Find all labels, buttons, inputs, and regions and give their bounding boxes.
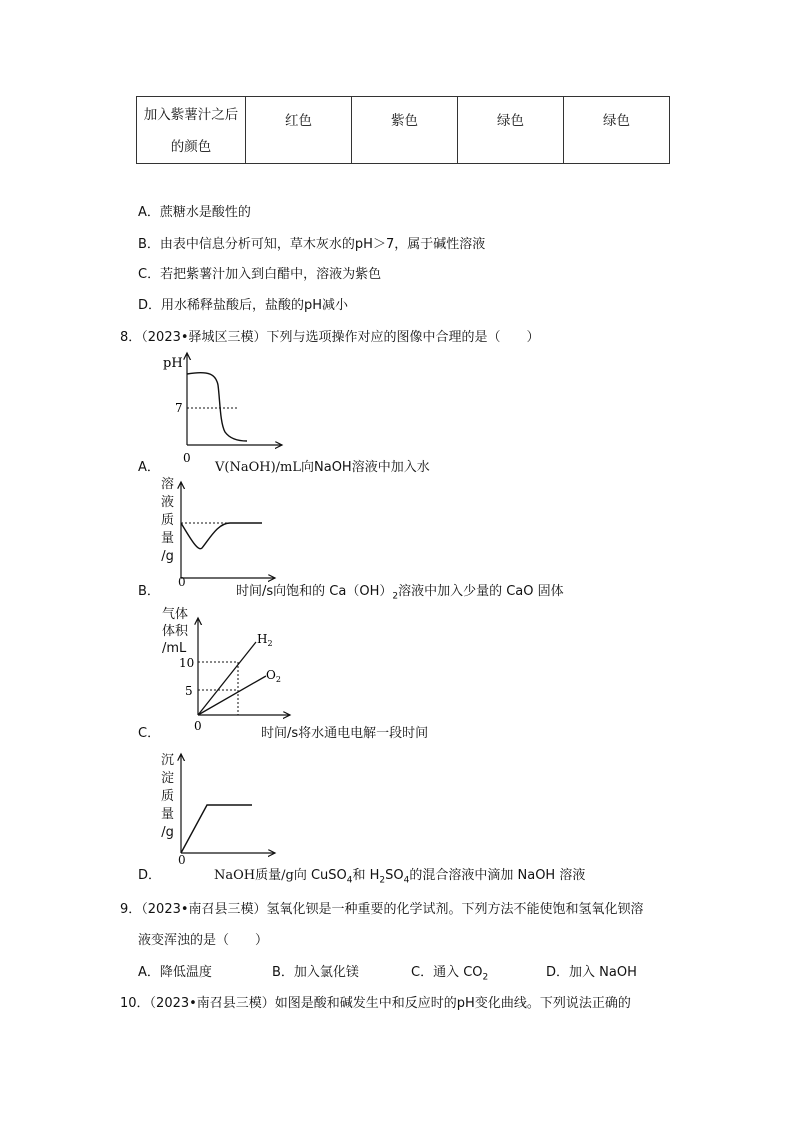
q7-option-d: D．用水稀释盐酸后，盐酸的pH减小 — [138, 298, 349, 313]
table-cell: 紫色 — [352, 97, 458, 164]
y-tick-5: 5 — [185, 684, 193, 698]
table-cell: 绿色 — [564, 97, 670, 164]
row-header-line2: 的颜色 — [170, 139, 212, 155]
option-d-letter: D． — [138, 868, 162, 883]
q9-option-d: D．加入 NaOH — [546, 965, 637, 980]
x-axis-label: 时间/s — [261, 726, 299, 741]
q9-option-b: B．加入氯化镁 — [272, 965, 359, 980]
graph-d-caption — [214, 864, 585, 886]
option-d-sub: 2 — [379, 875, 386, 886]
option-b-letter: B． — [138, 584, 160, 599]
graph-d-y-label — [161, 752, 174, 842]
y-label-line: 气体 — [162, 607, 189, 622]
y-label-char: 淀 — [161, 771, 175, 786]
table-row — [137, 97, 670, 164]
x-axis-label: 时间/s — [236, 584, 274, 599]
option-d-desc-post: 的混合溶液中滴加 NaOH 溶液 — [409, 868, 586, 883]
graph-d-origin: 0 — [178, 853, 186, 867]
h2-line — [198, 642, 256, 715]
y-axis-label: pH — [163, 356, 183, 371]
x-axis-label: NaOH质量/g — [214, 868, 294, 883]
o2-line — [198, 676, 266, 715]
y-label-line: 体积 — [162, 624, 189, 639]
q9-option-a: A．降低温度 — [138, 965, 212, 980]
graph-c-caption — [261, 722, 428, 741]
graph-b-y-label — [161, 476, 174, 566]
origin-label: 0 — [183, 451, 191, 465]
option-c-letter: C． — [138, 726, 161, 741]
graph-a-caption — [215, 456, 430, 475]
table-row-header — [137, 97, 246, 164]
q9-option-c-sub: 2 — [482, 972, 489, 983]
q7-option-b: B．由表中信息分析可知，草木灰水的pH＞7，属于碱性溶液 — [138, 237, 486, 252]
precipitate-curve — [181, 805, 252, 853]
y-tick-7: 7 — [175, 401, 183, 415]
o2-label: $O_2$ — [266, 668, 281, 684]
q10-stem-line1: 10．（2023•南召县三模）如图是酸和碱发生中和反应时的pH变化曲线。下列说法正确的 — [120, 996, 631, 1011]
option-a-letter: A． — [138, 460, 160, 475]
graph-b-origin: 0 — [178, 575, 186, 589]
y-label-char: 液 — [161, 495, 175, 510]
q9-stem-line1: 9．（2023•南召县三模）氢氧化钡是一种重要的化学试剂。下列方法不能使饱和氢氧化钡溶 — [120, 902, 644, 917]
ph-curve — [187, 373, 247, 441]
option-d-sub: 4 — [346, 875, 353, 886]
option-d-sub: 4 — [403, 875, 410, 886]
row-header-line1: 加入紫薯汁之后 — [143, 107, 239, 123]
option-a-desc: 向NaOH溶液中加入水 — [301, 460, 430, 475]
x-axis-label: V(NaOH)/mL — [215, 460, 301, 475]
y-tick-10: 10 — [179, 656, 195, 670]
q9-option-c — [411, 961, 488, 983]
h2-label: $H_2$ — [257, 632, 273, 648]
indicator-color-table — [136, 96, 670, 164]
option-b-desc-post: 溶液中加入少量的 CaO 固体 — [398, 584, 564, 599]
q7-option-c: C．若把紫薯汁加入到白醋中，溶液为紫色 — [138, 267, 382, 282]
graph-b-caption — [236, 580, 564, 602]
mass-curve — [181, 523, 262, 549]
y-label-char: 质 — [161, 513, 175, 528]
q7-option-a: A．蔗糖水是酸性的 — [138, 205, 251, 220]
option-c-desc: 将水通电电解一段时间 — [298, 726, 429, 741]
q9-stem-line2: 液变浑浊的是（ ） — [138, 933, 269, 948]
option-b-desc-pre: 向饱和的 Ca（OH） — [273, 584, 393, 599]
table-cell: 红色 — [246, 97, 352, 164]
graph-c-y-label — [162, 606, 188, 657]
option-d-desc-pre: 向 CuSO — [293, 868, 347, 883]
origin-label: 0 — [194, 719, 202, 733]
y-label-char: /g — [161, 549, 174, 564]
option-d-desc-mid: 和 H — [352, 868, 380, 883]
option-b-desc-sub: 2 — [392, 591, 399, 602]
y-label-char: 沉 — [161, 753, 175, 768]
y-label-char: 量 — [161, 531, 175, 546]
y-label-char: /g — [161, 825, 174, 840]
y-label-char: 质 — [161, 789, 175, 804]
q8-stem: 8．（2023•驿城区三模）下列与选项操作对应的图像中合理的是（ ） — [120, 330, 540, 345]
y-label-line: /mL — [162, 641, 187, 656]
q9-option-c-text: C．通入 CO — [411, 965, 483, 980]
option-d-desc-mid2: SO — [385, 868, 404, 883]
y-label-char: 量 — [161, 807, 175, 822]
table-cell: 绿色 — [458, 97, 564, 164]
y-label-char: 溶 — [161, 477, 175, 492]
